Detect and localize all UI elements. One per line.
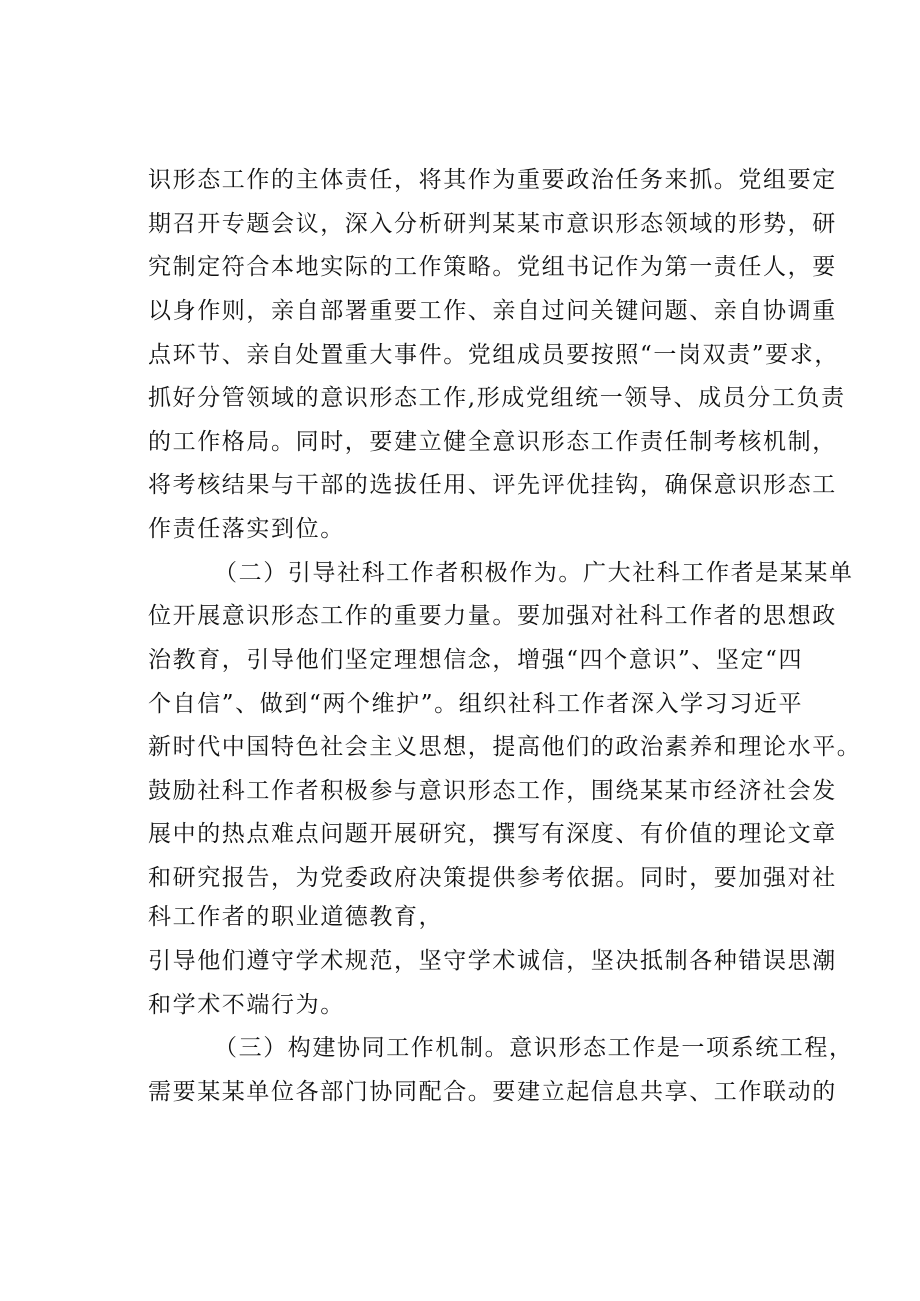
text-line-8: 将考核结果与干部的选拔任用、评先评优挂钩，确保意识形态工 — [148, 472, 837, 498]
text-line-11: 位开展意识形态工作的重要力量。要加强对社科工作者的思想政 — [148, 603, 837, 629]
text-line-14: 新时代中国特色社会主义思想，提高他们的政治素养和理论水平。 — [148, 734, 862, 760]
text-line-4: 以身作则，亲自部署重要工作、亲自过问关键问题、亲自协调重 — [148, 298, 837, 324]
text-line-5: 点环节、亲自处置重大事件。党组成员要按照“一岗双责”要求， — [148, 342, 839, 368]
text-line-19: 引导他们遵守学术规范，坚守学术诚信，坚决抵制各种错误思潮 — [148, 948, 837, 974]
text-line-16: 展中的热点难点问题开展研究，撰写有深度、有价值的理论文章 — [148, 821, 837, 847]
text-line-20: 和学术不端行为。 — [148, 992, 345, 1018]
text-line-12: 治教育，引导他们坚定理想信念，增强“四个意识”、坚定“四 — [148, 647, 804, 673]
text-line-17: 和研究报告，为党委政府决策提供参考依据。同时，要加强对社 — [148, 865, 837, 891]
text-line-15: 鼓励社科工作者积极参与意识形态工作，围绕某某市经济社会发 — [148, 778, 837, 804]
section-two-heading-line: （二）引导社科工作者积极作为。广大社科工作者是某某单 — [214, 560, 854, 586]
text-line-22: 需要某某单位各部门协同配合。要建立起信息共享、工作联动的 — [148, 1079, 837, 1105]
text-line-9: 作责任落实到位。 — [148, 516, 345, 542]
text-line-2: 期召开专题会议，深入分析研判某某市意识形态领域的形势，研 — [148, 211, 837, 237]
text-line-1: 识形态工作的主体责任，将其作为重要政治任务来抓。党组要定 — [148, 167, 837, 193]
text-line-7: 的工作格局。同时，要建立健全意识形态工作责任制考核机制， — [148, 429, 837, 455]
text-line-6: 抓好分管领域的意识形态工作,形成党组统一领导、成员分工负责 — [148, 385, 846, 411]
text-line-18: 科工作者的职业道德教育， — [148, 904, 444, 930]
text-line-13: 个自信”、做到“两个维护”。组织社科工作者深入学习习近平 — [148, 691, 804, 717]
text-line-3: 究制定符合本地实际的工作策略。党组书记作为第一责任人，要 — [148, 254, 837, 280]
section-three-heading-line: （三）构建协同工作机制。意识形态工作是一项系统工程， — [214, 1035, 854, 1061]
